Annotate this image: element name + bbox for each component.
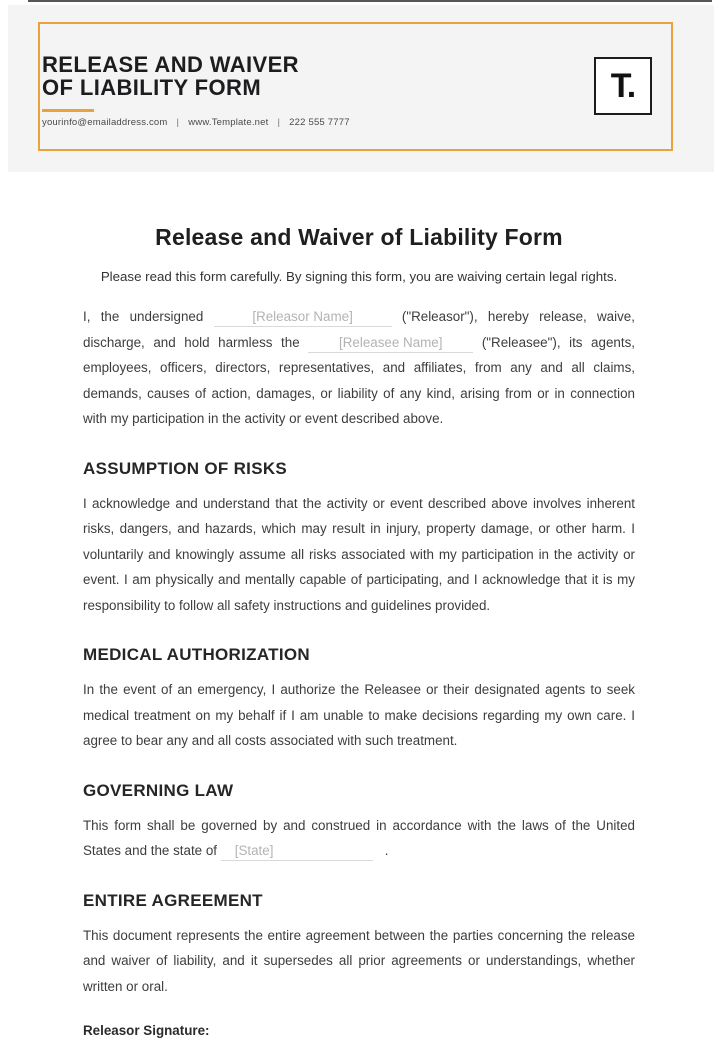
- releasor-name-field[interactable]: [Releasor Name]: [214, 308, 392, 327]
- section-heading-assumption-of-risks: ASSUMPTION OF RISKS: [83, 458, 288, 478]
- section-heading-governing-law: GOVERNING LAW: [83, 780, 234, 800]
- section-body-entire-agreement: This document represents the entire agreement between the parties concerning the release and waiver of liability, and it supersedes all prior agreements or understandings, whether written or oral.: [83, 927, 635, 994]
- section-body-assumption-of-risks: I acknowledge and understand that the activity or event described above involves inherent risks, dangers, and hazards, which may result in injury, property damage, or other harm. I voluntarily and knowingly assume all risks associated with my participation in the activity or event. I am physically and mentally capable of participating, and I acknowledge that it is my responsibility to follow all safety instructions and guidelines provided.: [83, 495, 635, 613]
- letterhead-title-line2: OF LIABILITY FORM: [42, 75, 262, 100]
- section-body-medical-authorization: In the event of an emergency, I authorize the Releasee or their designated agents to seek medical treatment on my behalf if I am unable to make decisions regarding my own care. I agree to bear any and all costs associated with such treatment.: [83, 682, 635, 748]
- contact-phone: 222 555 7777: [289, 117, 350, 128]
- letterhead-title-line1: RELEASE AND WAIVER: [42, 52, 299, 77]
- top-edge-line: [28, 0, 712, 2]
- brand-logo-text: T.: [610, 67, 636, 105]
- opening-text-2: ("Releasor"), hereby release, waive, discharge, and hold harmless the: [83, 309, 635, 350]
- releasee-name-field[interactable]: [Releasee Name]: [308, 334, 473, 353]
- releasor-signature-label: Releasor Signature:: [83, 1023, 210, 1038]
- letterhead-title: [42, 53, 299, 99]
- letterhead-contact: [42, 117, 350, 128]
- document-body: [0, 172, 720, 1038]
- state-field[interactable]: [State]: [221, 842, 373, 861]
- governing-law-period: .: [384, 843, 389, 858]
- opening-text-3: ("Releasee"), its agents, employees, officers, directors, representatives, and affiliates, from any and all claims, demands, causes of action, damages, or liability of any kind, arising from or in connection with my participation in the activity or event described above.: [83, 334, 635, 426]
- governing-law-text: This form shall be governed by and construed in accordance with the laws of the United States and the state of: [83, 817, 635, 858]
- contact-email: yourinfo@emailaddress.com: [42, 117, 168, 128]
- brand-logo: [594, 57, 652, 115]
- intro-note: Please read this form carefully. By signing this form, you are waiving certain legal rights.: [100, 269, 618, 284]
- contact-separator: |: [176, 117, 180, 128]
- section-body-governing-law: [83, 813, 635, 864]
- letterhead: [8, 5, 714, 172]
- section-heading-medical-authorization: MEDICAL AUTHORIZATION: [83, 645, 310, 664]
- contact-separator: |: [277, 117, 281, 128]
- contact-website: www.Template.net: [188, 117, 269, 128]
- document-title: Release and Waiver of Liability Form: [155, 224, 563, 250]
- opening-paragraph: [83, 304, 635, 432]
- section-heading-entire-agreement: ENTIRE AGREEMENT: [83, 890, 263, 910]
- opening-text-1: I, the undersigned: [83, 309, 204, 324]
- letterhead-accent-underline: [42, 109, 94, 112]
